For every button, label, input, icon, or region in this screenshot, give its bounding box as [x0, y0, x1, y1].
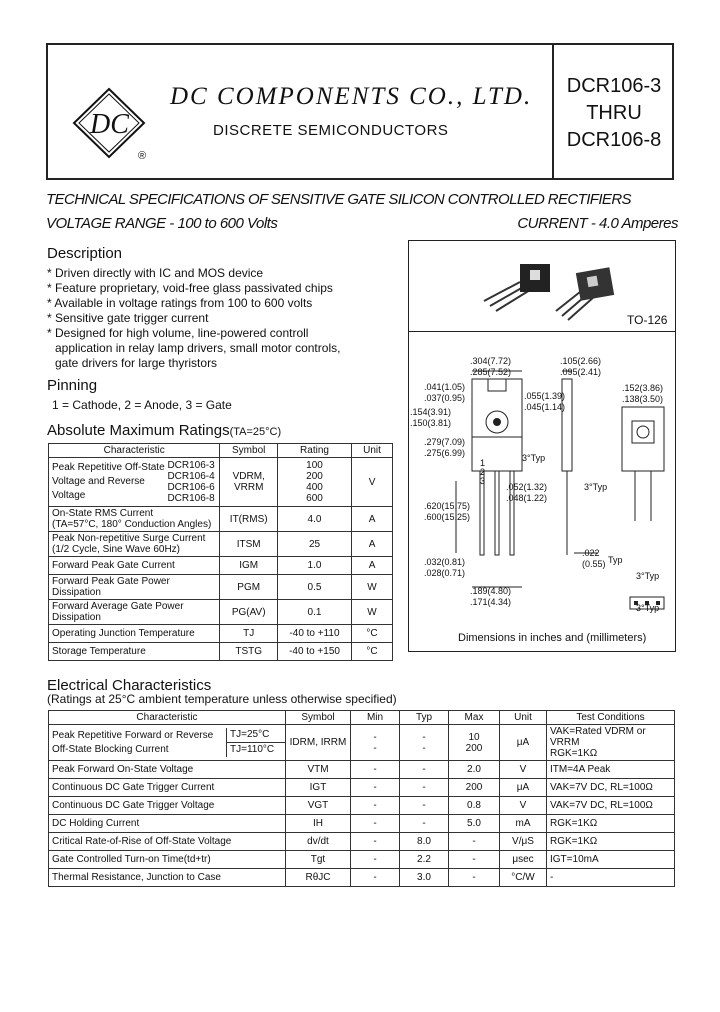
table-row: On-State RMS Current (TA=57°C, 180° Conduction Angles) IT(RMS) 4.0 A: [49, 507, 393, 532]
table-row: Thermal Resistance, Junction to Case RθJC - 3.0 - °C/W -: [49, 869, 675, 887]
table-header: Symbol: [220, 444, 278, 458]
table-header: Typ: [400, 711, 449, 725]
pinning-heading: Pinning: [47, 377, 98, 394]
part-from: DCR106-3: [566, 75, 662, 97]
dim-label: .022 (0.55): [582, 548, 606, 569]
registered-mark: ®: [138, 150, 147, 162]
header-box: [46, 43, 674, 180]
table-header: Characteristic: [49, 711, 286, 725]
ec-condition: (Ratings at 25°C ambient temperature unless otherwise specified): [47, 692, 397, 706]
table-row: Forward Peak Gate Current IGM 1.0 A: [49, 557, 393, 575]
dim-label: .032(0.81) .028(0.71): [424, 557, 466, 578]
dim-label: .055(1.39) .045(1.14): [524, 391, 566, 412]
table-header: Rating: [277, 444, 351, 458]
package-name: TO-126: [627, 313, 668, 327]
desc-item: * Sensitive gate trigger current: [47, 311, 209, 325]
dim-label: .152(3.86) .138(3.50): [622, 383, 664, 404]
desc-item: application in relay lamp drivers, small motor controls,: [55, 341, 341, 355]
amr-heading: Absolute Maximum Ratings(TA=25°C): [47, 422, 282, 439]
description-heading: Description: [47, 245, 123, 262]
dim-label: .105(2.66) .095(2.41): [560, 356, 602, 377]
dim-label: 3°Typ: [636, 571, 660, 581]
table-row: Continuous DC Gate Trigger Current IGT - - 200 μA VAK=7V DC, RL=100Ω: [49, 779, 675, 797]
dim-label: 3°Typ: [636, 603, 660, 613]
part-thru: THRU: [586, 102, 642, 124]
amr-condition: (TA=25°C): [229, 426, 282, 438]
cell-text: Voltage and Reverse Voltage: [52, 476, 145, 501]
table-header: Max: [449, 711, 500, 725]
table-row: Operating Junction Temperature TJ -40 to +110 °C: [49, 625, 393, 643]
table-row: Peak Repetitive Forward or Reverse Off-State Blocking Current TJ=25°C TJ=110°C IDRM, IRRM - - - - 10 200 μA VAK=Rated VDRM or VRRM RGK=1KΩ: [49, 725, 675, 761]
table-row: DC Holding Current IH - - 5.0 mA RGK=1KΩ: [49, 815, 675, 833]
table-header: Min: [351, 711, 400, 725]
current-rating: CURRENT - 4.0 Amperes: [517, 215, 678, 232]
company-subtitle: DISCRETE SEMICONDUCTORS: [213, 122, 449, 139]
dim-label: .052(1.32) .048(1.22): [506, 482, 548, 503]
table-row: Peak Repetitive Off-State Voltage and Reverse Voltage DCR106-3 DCR106-4 DCR106-6 DCR106-8 VDRM, VRRM 100 200 400 600 V: [49, 458, 393, 507]
table-row: Continuous DC Gate Trigger Voltage VGT - - 0.8 V VAK=7V DC, RL=100Ω: [49, 797, 675, 815]
ec-heading: Electrical Characteristics: [47, 677, 212, 694]
package-photo-icon: [470, 256, 630, 326]
table-row: Peak Non-repetitive Surge Current (1/2 Cycle, Sine Wave 60Hz) ITSM 25 A: [49, 532, 393, 557]
cell-text: Peak Repetitive Off-State: [52, 462, 165, 473]
desc-item: * Available in voltage ratings from 100 to 600 volts: [47, 296, 313, 310]
table-header: Unit: [352, 444, 393, 458]
dim-label: .304(7.72) .285(7.52): [470, 356, 512, 377]
logo-text: DC: [90, 109, 129, 140]
company-logo-icon: [66, 83, 156, 163]
desc-item: * Feature proprietary, void-free glass passivated chips: [47, 281, 333, 295]
dim-label: 3°Typ: [584, 482, 608, 492]
part-number-block: [554, 45, 674, 154]
table-row: Peak Forward On-State Voltage VTM - - 2.0 V ITM=4A Peak: [49, 761, 675, 779]
dim-label: .279(7.09) .275(6.99): [424, 437, 466, 458]
table-header: Symbol: [286, 711, 351, 725]
document-title: TECHNICAL SPECIFICATIONS OF SENSITIVE GATE SILICON CONTROLLED RECTIFIERS: [46, 191, 631, 208]
dim-label: .154(3.91) .150(3.81): [410, 407, 452, 428]
absolute-max-ratings-table: [48, 443, 393, 661]
dim-label: .189(4.80) .171(4.34): [470, 586, 512, 607]
voltage-range: VOLTAGE RANGE - 100 to 600 Volts: [46, 215, 278, 232]
table-row: Gate Controlled Turn-on Time(td+tr) Tgt - 2.2 - μsec IGT=10mA: [49, 851, 675, 869]
dimension-note: Dimensions in inches and (millimeters): [458, 632, 647, 644]
pinning-text: 1 = Cathode, 2 = Anode, 3 = Gate: [52, 398, 232, 412]
desc-item: gate drivers for large thyristors: [55, 356, 218, 370]
dim-label: .041(1.05) .037(0.95): [424, 382, 466, 403]
table-header: Unit: [500, 711, 547, 725]
package-divider: [408, 331, 676, 332]
part-to: DCR106-8: [566, 129, 662, 151]
company-name: DC COMPONENTS CO., LTD.: [170, 83, 533, 110]
desc-item: * Driven directly with IC and MOS device: [47, 266, 264, 280]
table-row: Storage Temperature TSTG -40 to +150 °C: [49, 643, 393, 661]
description-list: [47, 266, 340, 371]
pin-numbers: 1 2 3: [480, 458, 486, 486]
desc-item: * Designed for high volume, line-powered controll: [47, 326, 309, 340]
table-header: Characteristic: [49, 444, 220, 458]
electrical-characteristics-table: [48, 710, 675, 887]
dim-label: Typ: [608, 555, 623, 565]
table-header: Test Conditions: [547, 711, 675, 725]
dim-label: 3°Typ: [522, 453, 546, 463]
dim-label: .620(15.75) .600(15.25): [424, 501, 471, 522]
table-row: Forward Peak Gate Power Dissipation PGM 0.5 W: [49, 575, 393, 600]
table-row: Critical Rate-of-Rise of Off-State Voltage dv/dt - 8.0 - V/μS RGK=1KΩ: [49, 833, 675, 851]
table-row: Forward Average Gate Power Dissipation PG(AV) 0.1 W: [49, 600, 393, 625]
